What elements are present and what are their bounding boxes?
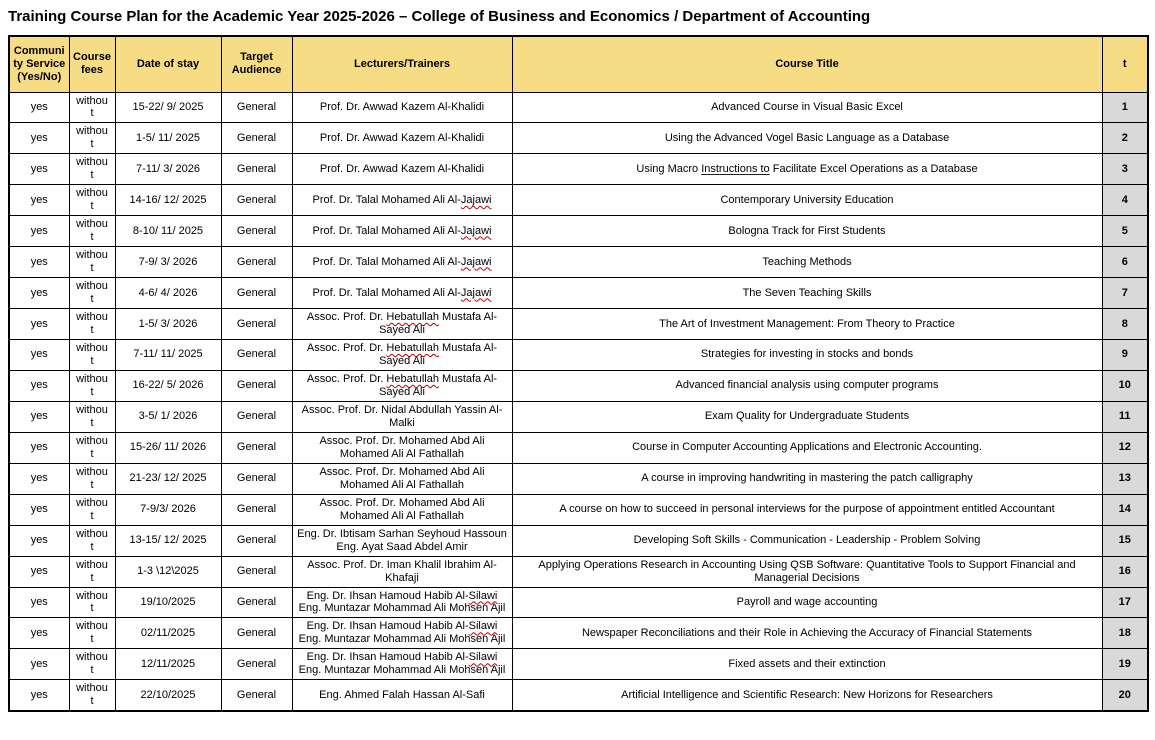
course-title-cell: Applying Operations Research in Accounting Using QSB Software: Quantitative Tools to Support Financial and Managerial Decisions (512, 556, 1102, 587)
row-index-cell: 18 (1102, 618, 1148, 649)
course-fees-cell: without (69, 185, 115, 216)
row-index-cell: 16 (1102, 556, 1148, 587)
target-audience-cell: General (221, 370, 292, 401)
lecturers-cell (292, 680, 512, 711)
course-title-cell: Contemporary University Education (512, 185, 1102, 216)
target-audience-cell: General (221, 525, 292, 556)
community-service-cell: yes (9, 247, 69, 278)
date-of-stay-cell: 7-11/ 11/ 2025 (115, 340, 221, 371)
target-audience-cell: General (221, 401, 292, 432)
row-index-cell: 11 (1102, 401, 1148, 432)
date-of-stay-cell: 7-9/ 3/ 2026 (115, 247, 221, 278)
course-title-cell: A course on how to succeed in personal interviews for the purpose of appointment entitled Accountant (512, 494, 1102, 525)
lecturer-name: Prof. Dr. Talal Mohamed Ali Al-Jajawi (312, 193, 492, 206)
course-fees-cell: without (69, 123, 115, 154)
target-audience-cell: General (221, 432, 292, 463)
community-service-cell: yes (9, 92, 69, 123)
community-service-cell: yes (9, 432, 69, 463)
date-of-stay-cell: 02/11/2025 (115, 618, 221, 649)
community-service-cell: yes (9, 154, 69, 185)
course-title-cell: Fixed assets and their extinction (512, 649, 1102, 680)
course-fees-cell: without (69, 680, 115, 711)
target-audience-cell: General (221, 680, 292, 711)
date-of-stay-cell: 19/10/2025 (115, 587, 221, 618)
course-fees-cell: without (69, 216, 115, 247)
course-fees-cell: without (69, 401, 115, 432)
underlined-phrase: Instructions to (701, 162, 770, 175)
date-of-stay-cell: 12/11/2025 (115, 649, 221, 680)
date-of-stay-cell: 16-22/ 5/ 2026 (115, 370, 221, 401)
target-audience-cell: General (221, 309, 292, 340)
table-row (9, 649, 1148, 680)
table-row (9, 618, 1148, 649)
lecturer-name: Eng. Ahmed Falah Hassan Al-Safi (319, 688, 485, 701)
course-fees-cell: without (69, 649, 115, 680)
community-service-cell: yes (9, 463, 69, 494)
lecturers-cell (292, 92, 512, 123)
community-service-cell: yes (9, 556, 69, 587)
lecturer-name: Prof. Dr. Awwad Kazem Al-Khalidi (319, 131, 485, 144)
date-of-stay-cell: 22/10/2025 (115, 680, 221, 711)
date-of-stay-cell: 3-5/ 1/ 2026 (115, 401, 221, 432)
lecturers-cell (292, 587, 512, 618)
lecturers-cell (292, 525, 512, 556)
lecturers-cell (292, 247, 512, 278)
course-fees-cell: without (69, 154, 115, 185)
course-title-cell: Using the Advanced Vogel Basic Language as a Database (512, 123, 1102, 154)
table-row (9, 494, 1148, 525)
spellcheck-marked-word: Jajawi (460, 286, 492, 299)
row-index-cell: 19 (1102, 649, 1148, 680)
course-fees-cell: without (69, 92, 115, 123)
spellcheck-marked-word: Jajawi (460, 193, 492, 206)
lecturers-cell (292, 494, 512, 525)
lecturers-cell (292, 216, 512, 247)
community-service-cell: yes (9, 309, 69, 340)
lecturer-name: Prof. Dr. Awwad Kazem Al-Khalidi (319, 162, 485, 175)
course-fees-cell: without (69, 278, 115, 309)
lecturers-cell (292, 649, 512, 680)
table-row (9, 432, 1148, 463)
date-of-stay-cell: 1-5/ 3/ 2026 (115, 309, 221, 340)
date-of-stay-cell: 1-5/ 11/ 2025 (115, 123, 221, 154)
course-title-cell: Newspaper Reconciliations and their Role in Achieving the Accuracy of Financial Statements (512, 618, 1102, 649)
course-title-cell: The Seven Teaching Skills (512, 278, 1102, 309)
lecturer-name: Assoc. Prof. Dr. Nidal Abdullah Yassin Al-Malki (301, 403, 503, 429)
community-service-cell: yes (9, 525, 69, 556)
lecturer-name: Eng. Muntazar Mohammad Ali Mohsen Ajil (298, 664, 506, 677)
lecturer-name: Eng. Dr. Ihsan Hamoud Habib Al-Silawi (306, 651, 498, 664)
table-row (9, 525, 1148, 556)
target-audience-cell: General (221, 185, 292, 216)
date-of-stay-cell: 13-15/ 12/ 2025 (115, 525, 221, 556)
course-fees-cell: without (69, 463, 115, 494)
lecturer-name: Assoc. Prof. Dr. Mohamed Abd Ali Mohamed Ali Al Fathallah (319, 434, 485, 460)
course-fees-cell: without (69, 309, 115, 340)
row-index-cell: 5 (1102, 216, 1148, 247)
table-row (9, 401, 1148, 432)
date-of-stay-cell: 14-16/ 12/ 2025 (115, 185, 221, 216)
lecturer-name: Eng. Ayat Saad Abdel Amir (336, 540, 468, 553)
course-title-cell: Exam Quality for Undergraduate Students (512, 401, 1102, 432)
course-fees-cell: without (69, 340, 115, 371)
community-service-cell: yes (9, 680, 69, 711)
community-service-cell: yes (9, 185, 69, 216)
row-index-cell: 17 (1102, 587, 1148, 618)
community-service-cell: yes (9, 494, 69, 525)
target-audience-cell: General (221, 154, 292, 185)
table-row (9, 370, 1148, 401)
date-of-stay-cell: 8-10/ 11/ 2025 (115, 216, 221, 247)
lecturers-cell (292, 278, 512, 309)
table-row (9, 309, 1148, 340)
course-title-cell: Course in Computer Accounting Applications and Electronic Accounting. (512, 432, 1102, 463)
lecturer-name: Assoc. Prof. Dr. Hebatullah Mustafa Al-Sayed Ali (306, 372, 498, 398)
course-title-cell: A course in improving handwriting in mastering the patch calligraphy (512, 463, 1102, 494)
course-table-body (9, 92, 1148, 711)
course-title-cell: Artificial Intelligence and Scientific Research: New Horizons for Researchers (512, 680, 1102, 711)
lecturers-cell (292, 618, 512, 649)
target-audience-cell: General (221, 123, 292, 154)
community-service-cell: yes (9, 216, 69, 247)
table-row (9, 680, 1148, 711)
lecturer-name: Assoc. Prof. Dr. Mohamed Abd Ali Mohamed Ali Al Fathallah (319, 496, 485, 522)
community-service-cell: yes (9, 278, 69, 309)
spellcheck-marked-word: Hebatullah (386, 311, 439, 324)
lecturer-name: Prof. Dr. Talal Mohamed Ali Al-Jajawi (312, 255, 492, 268)
course-title-cell: Advanced financial analysis using computer programs (512, 370, 1102, 401)
target-audience-cell: General (221, 618, 292, 649)
course-fees-cell: without (69, 556, 115, 587)
target-audience-cell: General (221, 216, 292, 247)
row-index-cell: 1 (1102, 92, 1148, 123)
table-row (9, 247, 1148, 278)
course-fees-cell: without (69, 494, 115, 525)
lecturer-name: Eng. Dr. Ihsan Hamoud Habib Al-Silawi (306, 589, 498, 602)
lecturers-cell (292, 370, 512, 401)
course-title-cell: Bologna Track for First Students (512, 216, 1102, 247)
header-date-of-stay: Date of stay (115, 36, 221, 92)
date-of-stay-cell: 15-22/ 9/ 2025 (115, 92, 221, 123)
target-audience-cell: General (221, 463, 292, 494)
row-index-cell: 20 (1102, 680, 1148, 711)
row-index-cell: 6 (1102, 247, 1148, 278)
table-header-row (9, 36, 1148, 92)
spellcheck-marked-word: Silawi (468, 589, 498, 602)
lecturers-cell (292, 556, 512, 587)
table-row (9, 123, 1148, 154)
row-index-cell: 2 (1102, 123, 1148, 154)
course-title-cell: The Art of Investment Management: From Theory to Practice (512, 309, 1102, 340)
lecturer-name: Prof. Dr. Talal Mohamed Ali Al-Jajawi (312, 224, 492, 237)
target-audience-cell: General (221, 649, 292, 680)
row-index-cell: 8 (1102, 309, 1148, 340)
target-audience-cell: General (221, 494, 292, 525)
header-index: t (1102, 36, 1148, 92)
spellcheck-marked-word: Silawi (468, 620, 498, 633)
community-service-cell: yes (9, 340, 69, 371)
row-index-cell: 7 (1102, 278, 1148, 309)
course-title-cell: Teaching Methods (512, 247, 1102, 278)
header-course-title: Course Title (512, 36, 1102, 92)
date-of-stay-cell: 7-9/3/ 2026 (115, 494, 221, 525)
course-fees-cell: without (69, 432, 115, 463)
target-audience-cell: General (221, 340, 292, 371)
lecturer-name: Assoc. Prof. Dr. Mohamed Abd Ali Mohamed Ali Al Fathallah (319, 465, 485, 491)
lecturer-name: Assoc. Prof. Dr. Iman Khalil Ibrahim Al-Khafaji (307, 558, 497, 584)
lecturers-cell (292, 432, 512, 463)
row-index-cell: 12 (1102, 432, 1148, 463)
lecturer-name: Eng. Muntazar Mohammad Ali Mohsen Ajil (298, 633, 506, 646)
page-title: Training Course Plan for the Academic Year 2025-2026 – College of Business and Economics / Department of Accounting (8, 8, 871, 25)
course-title-cell: Strategies for investing in stocks and bonds (512, 340, 1102, 371)
course-title-cell: Using Macro Instructions to Facilitate Excel Operations as a Database (512, 154, 1102, 185)
lecturers-cell (292, 123, 512, 154)
date-of-stay-cell: 7-11/ 3/ 2026 (115, 154, 221, 185)
row-index-cell: 15 (1102, 525, 1148, 556)
table-row (9, 216, 1148, 247)
target-audience-cell: General (221, 556, 292, 587)
lecturers-cell (292, 309, 512, 340)
course-title-cell: Payroll and wage accounting (512, 587, 1102, 618)
lecturers-cell (292, 401, 512, 432)
lecturers-cell (292, 154, 512, 185)
spellcheck-marked-word: Hebatullah (386, 342, 439, 354)
row-index-cell: 4 (1102, 185, 1148, 216)
spellcheck-marked-word: Hebatullah (386, 372, 439, 385)
target-audience-cell: General (221, 278, 292, 309)
date-of-stay-cell: 21-23/ 12/ 2025 (115, 463, 221, 494)
date-of-stay-cell: 1-3 \12\2025 (115, 556, 221, 587)
course-title-cell: Developing Soft Skills - Communication - Leadership - Problem Solving (512, 525, 1102, 556)
community-service-cell: yes (9, 123, 69, 154)
spellcheck-marked-word: Silawi (468, 651, 498, 664)
lecturers-cell (292, 185, 512, 216)
row-index-cell: 9 (1102, 340, 1148, 371)
community-service-cell: yes (9, 370, 69, 401)
lecturer-name: Assoc. Prof. Dr. Hebatullah Mustafa Al-Sayed Ali (306, 342, 498, 367)
target-audience-cell: General (221, 587, 292, 618)
lecturers-cell (292, 463, 512, 494)
table-row (9, 278, 1148, 309)
row-index-cell: 3 (1102, 154, 1148, 185)
header-target-audience: Target Audience (221, 36, 292, 92)
community-service-cell: yes (9, 587, 69, 618)
course-fees-cell: without (69, 587, 115, 618)
table-row (9, 556, 1148, 587)
table-row (9, 340, 1148, 371)
course-fees-cell: without (69, 370, 115, 401)
spellcheck-marked-word: Jajawi (460, 224, 492, 237)
lecturers-cell (292, 340, 512, 371)
table-row (9, 154, 1148, 185)
lecturer-name: Eng. Muntazar Mohammad Ali Mohsen Ajil (298, 602, 506, 615)
lecturer-name: Eng. Dr. Ibtisam Sarhan Seyhoud Hassoun (297, 527, 507, 540)
lecturer-name: Prof. Dr. Talal Mohamed Ali Al-Jajawi (312, 286, 492, 299)
community-service-cell: yes (9, 618, 69, 649)
target-audience-cell: General (221, 247, 292, 278)
table-row (9, 587, 1148, 618)
lecturer-name: Assoc. Prof. Dr. Hebatullah Mustafa Al-Sayed Ali (306, 311, 498, 337)
row-index-cell: 14 (1102, 494, 1148, 525)
course-fees-cell: without (69, 247, 115, 278)
header-community-service: Community Service (Yes/No) (9, 36, 69, 92)
course-title-cell: Advanced Course in Visual Basic Excel (512, 92, 1102, 123)
lecturer-name: Eng. Dr. Ihsan Hamoud Habib Al-Silawi (306, 620, 498, 633)
spellcheck-marked-word: Jajawi (460, 255, 492, 268)
header-lecturers: Lecturers/Trainers (292, 36, 512, 92)
header-course-fees: Course fees (69, 36, 115, 92)
course-plan-table (8, 35, 1149, 712)
lecturer-name: Prof. Dr. Awwad Kazem Al-Khalidi (319, 100, 485, 113)
row-index-cell: 10 (1102, 370, 1148, 401)
community-service-cell: yes (9, 401, 69, 432)
table-row (9, 185, 1148, 216)
row-index-cell: 13 (1102, 463, 1148, 494)
community-service-cell: yes (9, 649, 69, 680)
target-audience-cell: General (221, 92, 292, 123)
table-row (9, 463, 1148, 494)
course-fees-cell: without (69, 525, 115, 556)
date-of-stay-cell: 15-26/ 11/ 2026 (115, 432, 221, 463)
table-row (9, 92, 1148, 123)
course-fees-cell: without (69, 618, 115, 649)
date-of-stay-cell: 4-6/ 4/ 2026 (115, 278, 221, 309)
